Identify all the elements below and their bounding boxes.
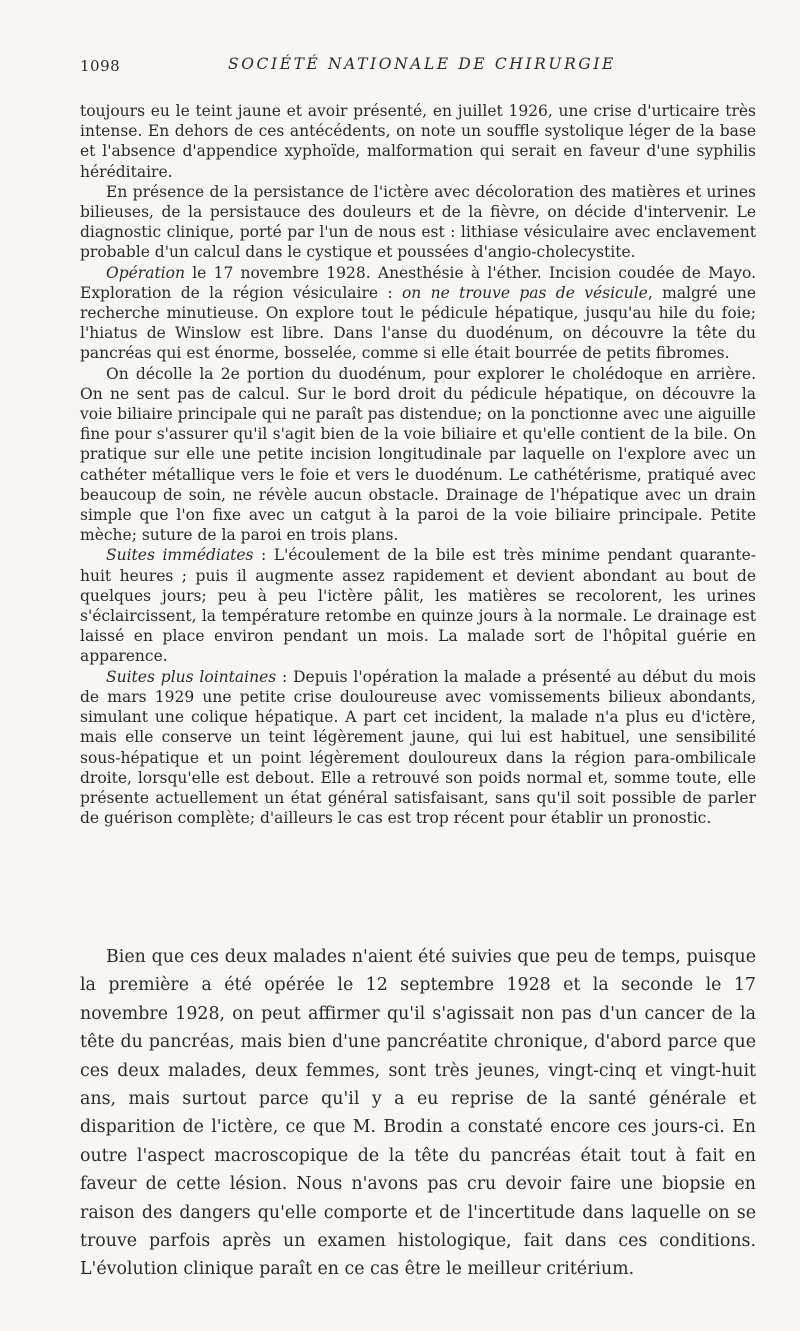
- paragraph-operation: [80, 263, 756, 364]
- running-title: SOCIÉTÉ NATIONALE DE CHIRURGIE: [228, 55, 616, 73]
- discussion: [80, 943, 756, 1284]
- paragraph-indication: En présence de la persistance de l'ictère avec décoloration des matières et urines bilieuses, de la persistauce des douleurs et de la fièvre, on décide d'intervenir. Le diagnostic clinique, porté par l'un de nous est : lithiase vésiculaire avec enclavement probable d'un calcul dans le cystique et poussées d'angio-cholecystite.: [80, 182, 756, 262]
- paragraph-suites-immediates: [80, 545, 756, 666]
- operation-text-a: le 17 novembre 1928. Anesthésie à l'éther. Incision coudée de Mayo. Exploration de la région vésiculaire :: [80, 263, 756, 302]
- suites-immediates-label: Suites immédiates: [106, 546, 254, 565]
- paragraph-choledoque: On décolle la 2e portion du duodénum, pour explorer le cholédoque en arrière. On ne sent pas de calcul. Sur le bord droit du pédicule hépatique, on découvre la voie biliaire principale qui ne paraît pas distendue; on la ponctionne avec une aiguille fine pour s'assurer qu'il s'agit bien de la voie biliaire et qu'elle contient de la bile. On pratique sur elle une petite incision longitudinale par laquelle on l'explore avec un cathéter métallique vers le foie et vers le duodénum. Le cathétérisme, pratiqué avec beaucoup de soin, ne révèle aucun obstacle. Drainage de l'hépatique avec un drain simple que l'on fixe avec un catgut à la paroi de la voie biliaire principale. Petite mèche; suture de la paroi en trois plans.: [80, 364, 756, 545]
- suites-lointaines-text: : Depuis l'opération la malade a présenté au début du mois de mars 1929 une petite crise douloureuse avec vomissements bilieux abondants, simulant une colique hépatique. A part cet incident, la malade n'a plus eu d'ictère, mais elle conserve un teint légèrement jaune, qui lui est habituel, une sensibilité sous-hépatique et un point légèrement douloureux dans la région para-ombilicale droite, lorsqu'elle est debout. Elle a retrouvé son poids normal et, somme toute, elle présente actuellement un état général satisfaisant, sans qu'il soit possible de parler de guérison complète; d'ailleurs le cas est trop récent pour établir un pronostic.: [80, 667, 756, 828]
- page-header: [80, 55, 762, 85]
- paragraph-suites-lointaines: [80, 667, 756, 829]
- case-report: [80, 101, 756, 828]
- page-number: 1098: [80, 57, 121, 75]
- suites-immediates-text: : L'écoulement de la bile est très minime pendant quarante-huit heures ; puis il augmente assez rapidement et devient abondant au bout de quelques jours; peu à peu l'ictère pâlit, les matières se recolorent, les urines s'éclaircissent, la température retombe en quinze jours à la normale. Le drainage est laissé en place environ pendant un mois. La malade sort de l'hôpital guérie en apparence.: [80, 546, 757, 666]
- operation-finding: on ne trouve pas de vésicule: [401, 283, 648, 302]
- operation-label: Opération: [106, 263, 185, 282]
- suites-lointaines-label: Suites plus lointaines: [106, 667, 277, 686]
- operation-text-b: , malgré une recherche minutieuse. On explore tout le pédicule hépatique, jusqu'au hile du foie; l'hiatus de Winslow est libre. Dans l'anse du duodénum, on découvre la tête du pancréas qui est énorme, bosselée, comme si elle était bourrée de petits fibromes.: [80, 283, 756, 363]
- paragraph-discussion: Bien que ces deux malades n'aient été suivies que peu de temps, puisque la première a été opérée le 12 septembre 1928 et la seconde le 17 novembre 1928, on peut affirmer qu'il s'agissait non pas d'un cancer de la tête du pancréas, mais bien d'une pancréatite chronique, d'abord parce que ces deux malades, deux femmes, sont très jeunes, vingt-cinq et vingt-huit ans, mais surtout parce qu'il y a eu reprise de la santé générale et disparition de l'ictère, ce que M. Brodin a constaté encore ces jours-ci. En outre l'aspect macroscopique de la tête du pancréas était tout à fait en faveur de cette lésion. Nous n'avons pas cru devoir faire une biopsie en raison des dangers qu'elle comporte et de l'incertitude dans laquelle on se trouve parfois après un examen histologique, fait dans ces conditions. L'évolution clinique paraît en ce cas être le meilleur critérium.: [80, 947, 756, 1280]
- paragraph-antecedents: toujours eu le teint jaune et avoir présenté, en juillet 1926, une crise d'urticaire très intense. En dehors de ces antécédents, on note un souffle systolique léger de la base et l'absence d'appendice xyphoïde, malformation qui serait en faveur d'une syphilis héréditaire.: [80, 102, 756, 181]
